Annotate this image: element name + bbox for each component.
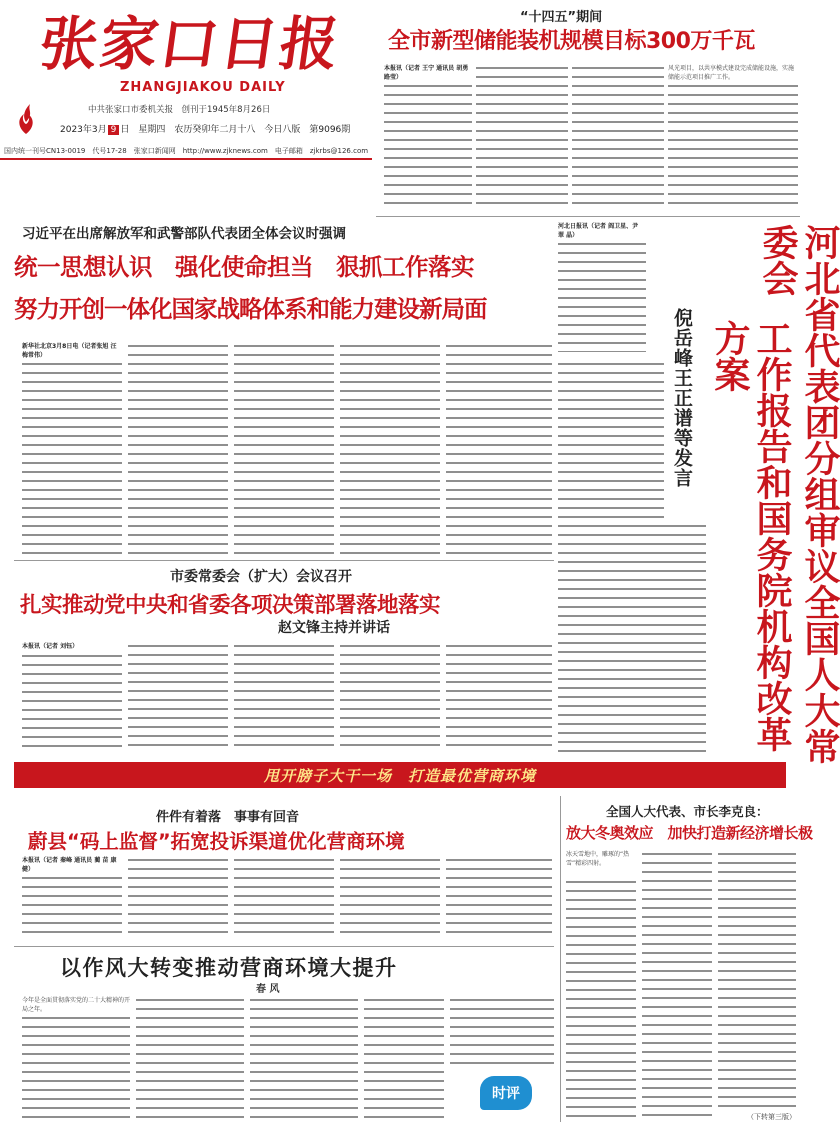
top-story-body-3 <box>572 64 664 206</box>
right-story-subhead: 倪岳峰王正谱等发言 <box>671 308 693 488</box>
county-headline: 蔚县“码上监督”拓宽投诉渠道优化营商环境 <box>28 830 405 853</box>
masthead-info-line: 国内统一刊号CN13-0019 代号17-28 张家口新闻网 http://www.zjknews.com 电子邮箱 zjkrbs@126.com <box>4 147 369 155</box>
masthead-title: 张家口日报 <box>35 10 345 78</box>
main-story-headline-2: 努力开创一体化国家战略体系和能力建设新局面 <box>14 295 487 323</box>
masthead-publisher: 中共张家口市委机关报 创刊于1945年8月26日 <box>88 105 271 115</box>
npc-kicker: 全国人大代表、市长李克良： <box>606 804 769 819</box>
top-story-text-lines <box>384 82 472 206</box>
npc-text-lines <box>566 878 636 1122</box>
committee-kicker: 市委常委会（扩大）会议召开 <box>170 569 352 585</box>
county-body-4 <box>340 856 440 938</box>
right-story-headline-a: 河北省代表团分组审议全国人大常委会 <box>757 224 840 764</box>
issue-date <box>60 122 350 135</box>
county-lead: 本报讯（记者 秦峰 通讯员 蔺 苗 康健） <box>22 857 117 873</box>
commentary-text-lines <box>22 1014 130 1122</box>
committee-body-2 <box>128 642 228 752</box>
campaign-banner <box>14 762 786 788</box>
main-story-headline-1: 统一思想认识 强化使命担当 狠抓工作落实 <box>14 253 474 281</box>
main-story-body-4 <box>340 342 440 554</box>
right-story-body-c <box>558 522 706 756</box>
npc-body-3 <box>718 850 796 1122</box>
commentary-stamp <box>480 1076 532 1110</box>
committee-body-4 <box>340 642 440 752</box>
top-story-body-4 <box>668 64 798 206</box>
main-story-kicker: 习近平在出席解放军和武警部队代表团全体会议时强调 <box>22 226 346 242</box>
banner-text: 甩开膀子大干一场 打造最优营商环境 <box>263 766 536 785</box>
county-body-1 <box>22 856 122 938</box>
top-story-side-lines <box>668 82 798 206</box>
county-body-2 <box>128 856 228 938</box>
commentary-body-1 <box>22 996 130 1122</box>
right-story-text-lines <box>558 240 646 352</box>
county-text-lines <box>22 874 122 938</box>
committee-text-lines <box>22 652 122 752</box>
masthead-pinyin: ZHANGJIAKOU DAILY <box>120 80 286 95</box>
top-story-body-1 <box>384 64 472 206</box>
committee-lead: 本报讯（记者 刘钰） <box>22 643 79 650</box>
npc-lead: 冰天雪地中，雕琢的“热雪”精彩四射。 <box>566 851 630 867</box>
committee-subhead: 赵文锋主持并讲话 <box>278 620 390 636</box>
npc-text-lines-3 <box>718 850 796 1110</box>
top-story-lead: 本报讯（记者 王宁 通讯员 胡勇 路莹） <box>384 65 469 81</box>
main-story-body-3 <box>234 342 334 554</box>
party-emblem-icon <box>8 100 44 136</box>
county-body-3 <box>234 856 334 938</box>
npc-divider <box>560 796 561 1122</box>
committee-headline: 扎实推动党中央和省委各项决策部署落地落实 <box>20 593 441 618</box>
committee-body-5 <box>446 642 552 752</box>
county-body-5 <box>446 856 552 938</box>
commentary-author: 春 风 <box>256 984 280 995</box>
right-story-lead: 河北日报讯（记者 阎卫星、尹 翠 晶） <box>558 223 639 239</box>
commentary-body-2 <box>136 996 244 1122</box>
committee-divider <box>14 560 554 561</box>
main-story-body-1 <box>22 342 122 554</box>
top-story-headline: 全市新型储能装机规模目标300万千瓦 <box>388 29 755 54</box>
npc-body-1 <box>566 850 636 1122</box>
masthead-divider <box>0 158 372 160</box>
main-story-body-2 <box>128 342 228 554</box>
main-story-text-lines <box>22 360 122 554</box>
npc-body-2 <box>642 850 712 1122</box>
top-story-kicker: “十四五”期间 <box>520 10 603 25</box>
county-kicker: 件件有着落 事事有回音 <box>156 810 300 825</box>
commentary-stamp-text: 时评 <box>492 1086 520 1102</box>
right-story-body-a <box>558 222 646 352</box>
commentary-body-4 <box>364 996 444 1122</box>
top-story-body-2 <box>476 64 568 206</box>
commentary-headline: 以作风大转变推动营商环境大提升 <box>60 955 398 980</box>
top-story-side-lead: 风光项目，以共享模式建设完成储能设施，实施储能示范项目推广工作。 <box>668 65 795 81</box>
masthead <box>0 0 370 160</box>
commentary-lead: 今年是全面贯彻落实党的二十大精神的开局之年。 <box>22 997 131 1013</box>
top-right-divider <box>376 216 800 217</box>
date-prefix: 2023年3月 <box>60 125 107 135</box>
committee-body-3 <box>234 642 334 752</box>
committee-body-1 <box>22 642 122 752</box>
date-day: 9 <box>108 125 120 135</box>
npc-continued-note: （下转第三版） <box>747 1113 796 1121</box>
right-story-headline-b: 工作报告和国务院机构改革方案 <box>709 320 792 752</box>
npc-headline: 放大冬奥效应 加快打造新经济增长极 <box>566 824 813 842</box>
main-story-body-5 <box>446 342 552 554</box>
commentary-body-3 <box>250 996 358 1122</box>
date-suffix: 日 星期四 农历癸卯年二月十八 今日八版 第9096期 <box>120 125 351 135</box>
commentary-divider <box>14 946 554 947</box>
commentary-body-5 <box>450 996 554 1070</box>
main-story-lead: 新华社北京3月8日电（记者张旭 汪 梅常伟） <box>22 343 117 359</box>
